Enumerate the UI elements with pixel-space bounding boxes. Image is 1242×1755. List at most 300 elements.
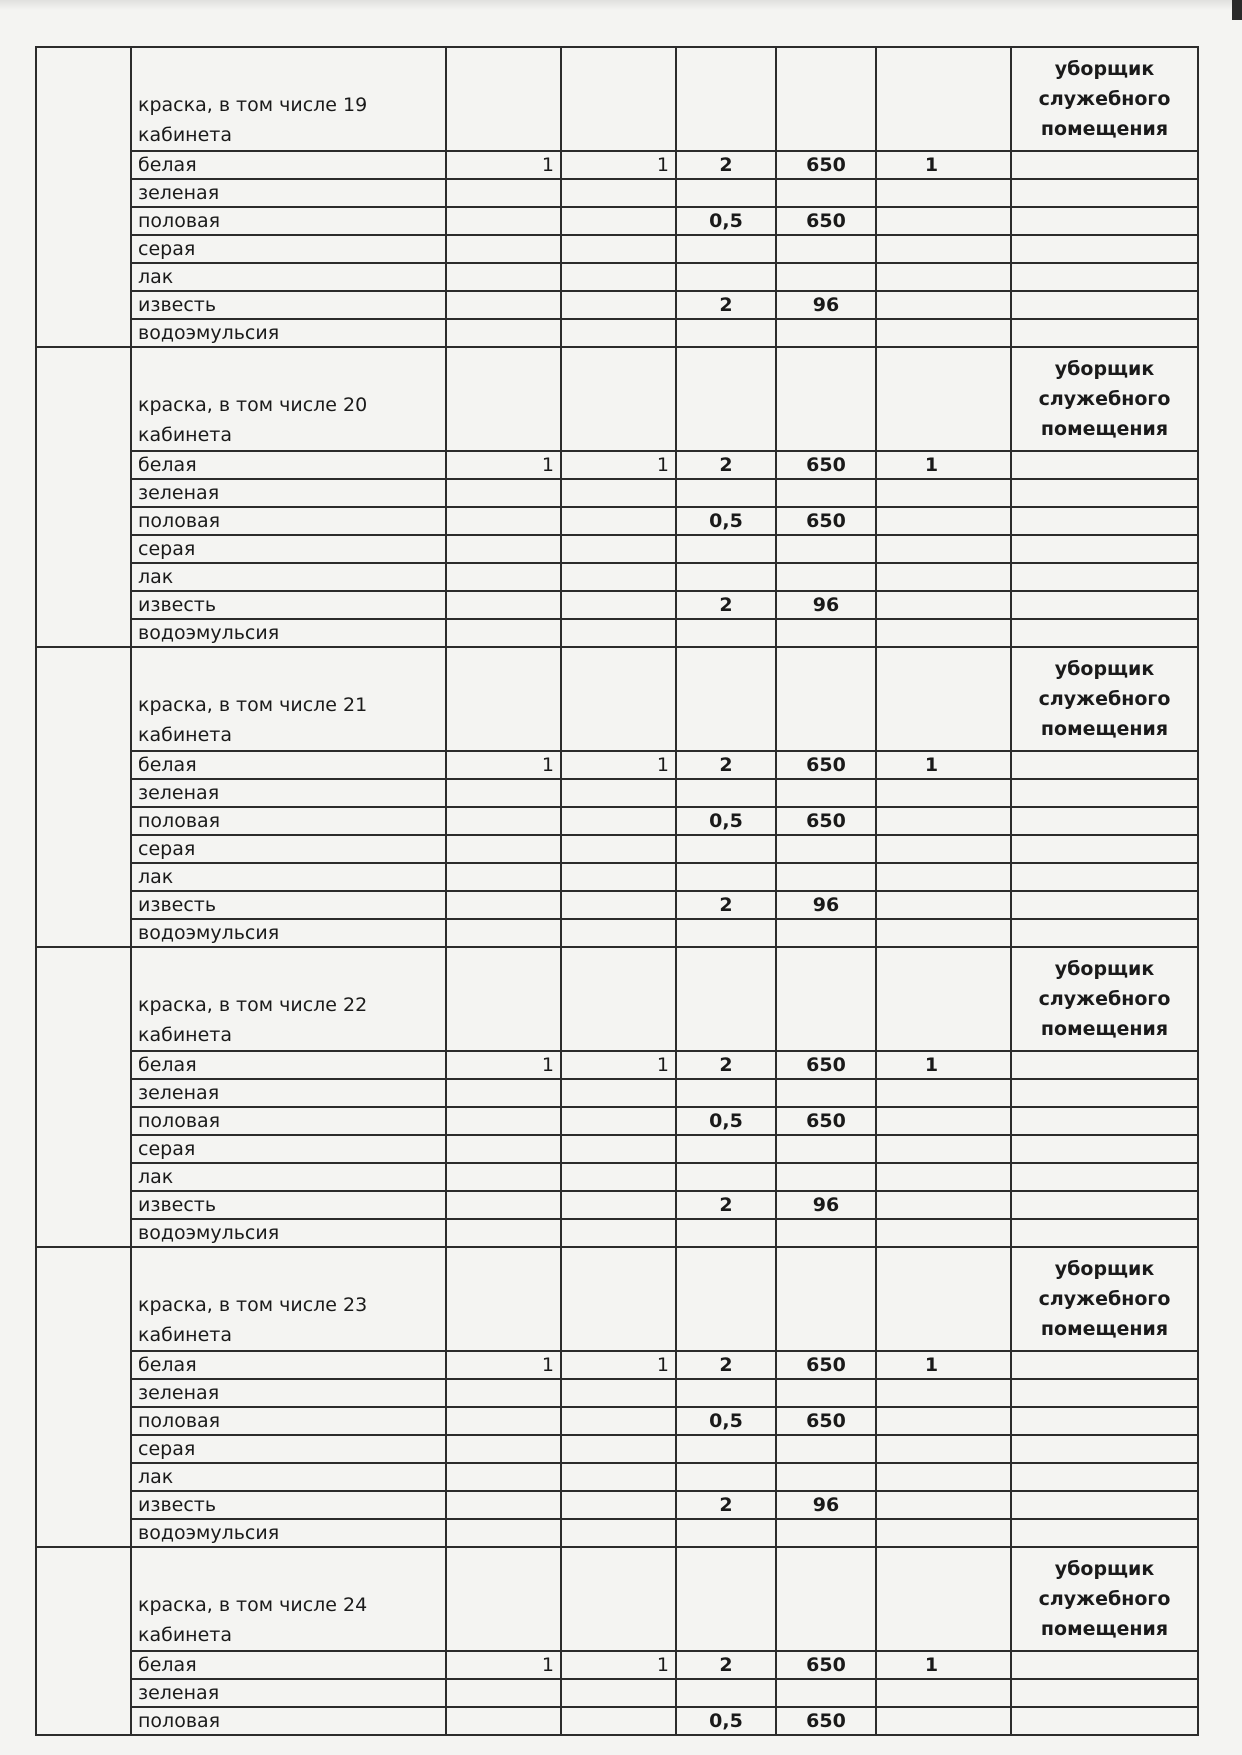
qty-cell-3: 2 (676, 451, 776, 479)
header-empty-cell (776, 1547, 876, 1651)
material-label: лак (131, 563, 446, 591)
header-empty-cell (776, 347, 876, 451)
qty-cell-1 (446, 1135, 561, 1163)
role-empty-cell (1011, 319, 1198, 347)
qty-cell-3: 0,5 (676, 1107, 776, 1135)
material-label: известь (131, 291, 446, 319)
qty-cell-2 (561, 1163, 676, 1191)
header-empty-cell (561, 647, 676, 751)
qty-cell-5 (876, 1219, 1011, 1247)
qty-cell-3: 0,5 (676, 507, 776, 535)
header-empty-cell (676, 47, 776, 151)
qty-cell-5 (876, 319, 1011, 347)
qty-cell-1 (446, 1463, 561, 1491)
price-cell (776, 319, 876, 347)
qty-cell-3: 0,5 (676, 1407, 776, 1435)
section-header-row (36, 47, 1198, 151)
qty-cell-5 (876, 291, 1011, 319)
material-label: водоэмульсия (131, 319, 446, 347)
qty-cell-1 (446, 479, 561, 507)
qty-cell-2 (561, 779, 676, 807)
qty-cell-3 (676, 1679, 776, 1707)
qty-cell-3 (676, 1079, 776, 1107)
qty-cell-5 (876, 235, 1011, 263)
material-label: серая (131, 235, 446, 263)
table-row (36, 291, 1198, 319)
price-cell (776, 779, 876, 807)
qty-cell-2 (561, 235, 676, 263)
qty-cell-1 (446, 779, 561, 807)
qty-cell-2 (561, 863, 676, 891)
section-header-row (36, 647, 1198, 751)
table-row (36, 1163, 1198, 1191)
header-empty-cell (561, 947, 676, 1051)
role-empty-cell (1011, 1519, 1198, 1547)
header-empty-cell (561, 1247, 676, 1351)
material-label: зеленая (131, 1379, 446, 1407)
price-cell: 650 (776, 151, 876, 179)
header-empty-cell (776, 1247, 876, 1351)
section-header-row (36, 947, 1198, 1051)
material-label: серая (131, 1435, 446, 1463)
qty-cell-2: 1 (561, 751, 676, 779)
table-row (36, 1651, 1198, 1679)
table-row (36, 451, 1198, 479)
role-empty-cell (1011, 1135, 1198, 1163)
responsible-role: уборщик служебного помещения (1011, 947, 1198, 1051)
table-row (36, 835, 1198, 863)
role-empty-cell (1011, 1435, 1198, 1463)
qty-cell-5 (876, 1435, 1011, 1463)
price-cell: 650 (776, 1651, 876, 1679)
material-label: белая (131, 1351, 446, 1379)
price-cell: 650 (776, 207, 876, 235)
table-row (36, 1435, 1198, 1463)
material-label: половая (131, 507, 446, 535)
qty-cell-1 (446, 1519, 561, 1547)
header-empty-cell (776, 947, 876, 1051)
role-empty-cell (1011, 1679, 1198, 1707)
qty-cell-3: 2 (676, 891, 776, 919)
material-label: половая (131, 807, 446, 835)
qty-cell-3 (676, 1135, 776, 1163)
role-empty-cell (1011, 1079, 1198, 1107)
table-row (36, 1219, 1198, 1247)
qty-cell-3 (676, 919, 776, 947)
qty-cell-5 (876, 263, 1011, 291)
material-label: водоэмульсия (131, 919, 446, 947)
role-empty-cell (1011, 807, 1198, 835)
qty-cell-5 (876, 1679, 1011, 1707)
qty-cell-2 (561, 891, 676, 919)
material-label: известь (131, 591, 446, 619)
section-header-label: краска, в том числе 19 кабинета (131, 47, 446, 151)
qty-cell-2 (561, 835, 676, 863)
price-cell (776, 1519, 876, 1547)
qty-cell-3 (676, 1379, 776, 1407)
role-empty-cell (1011, 779, 1198, 807)
material-label: водоэмульсия (131, 1519, 446, 1547)
header-empty-cell (876, 947, 1011, 1051)
qty-cell-2 (561, 319, 676, 347)
qty-cell-1 (446, 291, 561, 319)
price-cell (776, 179, 876, 207)
role-empty-cell (1011, 1191, 1198, 1219)
price-cell (776, 919, 876, 947)
header-empty-cell (561, 47, 676, 151)
material-label: зеленая (131, 179, 446, 207)
responsible-role: уборщик служебного помещения (1011, 1547, 1198, 1651)
table-row (36, 751, 1198, 779)
qty-cell-1 (446, 1707, 561, 1735)
qty-cell-2 (561, 507, 676, 535)
material-label: известь (131, 891, 446, 919)
qty-cell-2 (561, 1219, 676, 1247)
header-empty-cell (876, 1547, 1011, 1651)
qty-cell-3 (676, 1435, 776, 1463)
price-cell: 650 (776, 507, 876, 535)
qty-cell-2 (561, 919, 676, 947)
qty-cell-5: 1 (876, 1051, 1011, 1079)
table-row (36, 807, 1198, 835)
qty-cell-1 (446, 207, 561, 235)
index-cell (36, 1547, 131, 1735)
qty-cell-1 (446, 563, 561, 591)
qty-cell-2 (561, 1679, 676, 1707)
qty-cell-1 (446, 1163, 561, 1191)
header-empty-cell (446, 347, 561, 451)
qty-cell-3: 0,5 (676, 807, 776, 835)
role-empty-cell (1011, 1379, 1198, 1407)
table-row (36, 1491, 1198, 1519)
qty-cell-1 (446, 863, 561, 891)
table-row (36, 619, 1198, 647)
index-cell (36, 947, 131, 1247)
index-cell (36, 647, 131, 947)
qty-cell-5 (876, 1079, 1011, 1107)
qty-cell-5 (876, 179, 1011, 207)
price-cell: 650 (776, 1351, 876, 1379)
qty-cell-3 (676, 779, 776, 807)
material-label: водоэмульсия (131, 619, 446, 647)
qty-cell-3 (676, 235, 776, 263)
material-label: известь (131, 1191, 446, 1219)
material-label: зеленая (131, 1079, 446, 1107)
material-label: серая (131, 1135, 446, 1163)
qty-cell-1 (446, 807, 561, 835)
role-empty-cell (1011, 591, 1198, 619)
header-empty-cell (876, 47, 1011, 151)
material-label: лак (131, 1463, 446, 1491)
table-row (36, 479, 1198, 507)
price-cell (776, 1079, 876, 1107)
qty-cell-5 (876, 1163, 1011, 1191)
qty-cell-3 (676, 1163, 776, 1191)
qty-cell-2 (561, 807, 676, 835)
price-cell: 650 (776, 451, 876, 479)
qty-cell-3 (676, 479, 776, 507)
table-row (36, 535, 1198, 563)
header-empty-cell (446, 1247, 561, 1351)
table-row (36, 891, 1198, 919)
role-empty-cell (1011, 1051, 1198, 1079)
qty-cell-3: 2 (676, 1191, 776, 1219)
section-header-label: краска, в том числе 24 кабинета (131, 1547, 446, 1651)
role-empty-cell (1011, 207, 1198, 235)
qty-cell-1 (446, 919, 561, 947)
price-cell (776, 835, 876, 863)
qty-cell-5 (876, 919, 1011, 947)
qty-cell-1 (446, 619, 561, 647)
qty-cell-1 (446, 1491, 561, 1519)
role-empty-cell (1011, 1219, 1198, 1247)
price-cell: 96 (776, 591, 876, 619)
qty-cell-2 (561, 1435, 676, 1463)
qty-cell-2 (561, 263, 676, 291)
index-cell (36, 47, 131, 347)
qty-cell-5: 1 (876, 451, 1011, 479)
qty-cell-3 (676, 1519, 776, 1547)
table-row (36, 207, 1198, 235)
responsible-role: уборщик служебного помещения (1011, 647, 1198, 751)
table-row (36, 179, 1198, 207)
table-row (36, 1707, 1198, 1735)
qty-cell-2 (561, 563, 676, 591)
role-empty-cell (1011, 151, 1198, 179)
qty-cell-1: 1 (446, 151, 561, 179)
qty-cell-3 (676, 319, 776, 347)
price-cell (776, 863, 876, 891)
material-label: половая (131, 207, 446, 235)
qty-cell-1 (446, 1407, 561, 1435)
qty-cell-3 (676, 835, 776, 863)
qty-cell-2: 1 (561, 1351, 676, 1379)
role-empty-cell (1011, 1491, 1198, 1519)
qty-cell-5 (876, 1379, 1011, 1407)
section-header-label: краска, в том числе 21 кабинета (131, 647, 446, 751)
responsible-role: уборщик служебного помещения (1011, 47, 1198, 151)
qty-cell-1: 1 (446, 1351, 561, 1379)
qty-cell-3: 2 (676, 1651, 776, 1679)
qty-cell-5 (876, 779, 1011, 807)
qty-cell-3 (676, 1219, 776, 1247)
qty-cell-5 (876, 563, 1011, 591)
qty-cell-5 (876, 1407, 1011, 1435)
header-empty-cell (676, 647, 776, 751)
material-label: белая (131, 1051, 446, 1079)
materials-table (35, 46, 1199, 1736)
qty-cell-1 (446, 507, 561, 535)
table-row (36, 1079, 1198, 1107)
role-empty-cell (1011, 1707, 1198, 1735)
qty-cell-1 (446, 1219, 561, 1247)
qty-cell-5: 1 (876, 1651, 1011, 1679)
price-cell (776, 1135, 876, 1163)
table-row (36, 1135, 1198, 1163)
material-label: белая (131, 151, 446, 179)
qty-cell-5 (876, 535, 1011, 563)
qty-cell-1 (446, 1107, 561, 1135)
price-cell (776, 1219, 876, 1247)
index-cell (36, 1247, 131, 1547)
role-empty-cell (1011, 891, 1198, 919)
material-label: зеленая (131, 779, 446, 807)
price-cell: 650 (776, 807, 876, 835)
qty-cell-2 (561, 1135, 676, 1163)
price-cell: 650 (776, 1107, 876, 1135)
table-row (36, 319, 1198, 347)
qty-cell-5 (876, 1463, 1011, 1491)
qty-cell-5 (876, 207, 1011, 235)
role-empty-cell (1011, 507, 1198, 535)
qty-cell-2 (561, 1079, 676, 1107)
material-label: лак (131, 1163, 446, 1191)
responsible-role: уборщик служебного помещения (1011, 347, 1198, 451)
section-header-label: краска, в том числе 20 кабинета (131, 347, 446, 451)
qty-cell-1 (446, 1079, 561, 1107)
qty-cell-5 (876, 591, 1011, 619)
material-label: лак (131, 263, 446, 291)
price-cell: 650 (776, 1707, 876, 1735)
qty-cell-1: 1 (446, 1051, 561, 1079)
price-cell: 650 (776, 751, 876, 779)
role-empty-cell (1011, 863, 1198, 891)
header-empty-cell (676, 1547, 776, 1651)
material-label: лак (131, 863, 446, 891)
qty-cell-1 (446, 1191, 561, 1219)
qty-cell-2 (561, 1191, 676, 1219)
qty-cell-5 (876, 1107, 1011, 1135)
qty-cell-2 (561, 207, 676, 235)
qty-cell-2 (561, 1707, 676, 1735)
qty-cell-1 (446, 235, 561, 263)
qty-cell-3: 0,5 (676, 1707, 776, 1735)
qty-cell-2 (561, 1491, 676, 1519)
qty-cell-5 (876, 1491, 1011, 1519)
qty-cell-3: 2 (676, 591, 776, 619)
table-row (36, 1679, 1198, 1707)
material-label: половая (131, 1107, 446, 1135)
material-label: белая (131, 1651, 446, 1679)
table-row (36, 1107, 1198, 1135)
table-row (36, 1051, 1198, 1079)
material-label: белая (131, 451, 446, 479)
qty-cell-3 (676, 179, 776, 207)
qty-cell-2 (561, 479, 676, 507)
qty-cell-1 (446, 1435, 561, 1463)
qty-cell-3 (676, 619, 776, 647)
qty-cell-5 (876, 1135, 1011, 1163)
qty-cell-5 (876, 863, 1011, 891)
material-label: половая (131, 1407, 446, 1435)
qty-cell-3: 2 (676, 751, 776, 779)
table-row (36, 863, 1198, 891)
responsible-role: уборщик служебного помещения (1011, 1247, 1198, 1351)
table-row (36, 1379, 1198, 1407)
qty-cell-3: 2 (676, 1051, 776, 1079)
qty-cell-2: 1 (561, 451, 676, 479)
material-label: серая (131, 835, 446, 863)
qty-cell-2 (561, 1379, 676, 1407)
qty-cell-5 (876, 1519, 1011, 1547)
qty-cell-1: 1 (446, 1651, 561, 1679)
header-empty-cell (561, 1547, 676, 1651)
table-row (36, 563, 1198, 591)
material-label: серая (131, 535, 446, 563)
qty-cell-2 (561, 1407, 676, 1435)
header-empty-cell (776, 647, 876, 751)
role-empty-cell (1011, 1407, 1198, 1435)
qty-cell-2 (561, 1519, 676, 1547)
table-row (36, 1519, 1198, 1547)
price-cell (776, 1463, 876, 1491)
qty-cell-1 (446, 179, 561, 207)
role-empty-cell (1011, 179, 1198, 207)
section-header-row (36, 1247, 1198, 1351)
role-empty-cell (1011, 535, 1198, 563)
header-empty-cell (446, 1547, 561, 1651)
price-cell (776, 1679, 876, 1707)
qty-cell-5: 1 (876, 751, 1011, 779)
qty-cell-2 (561, 591, 676, 619)
price-cell (776, 235, 876, 263)
qty-cell-1 (446, 891, 561, 919)
qty-cell-3: 2 (676, 151, 776, 179)
qty-cell-5 (876, 1707, 1011, 1735)
role-empty-cell (1011, 563, 1198, 591)
price-cell (776, 1435, 876, 1463)
header-empty-cell (676, 1247, 776, 1351)
qty-cell-2: 1 (561, 151, 676, 179)
price-cell (776, 563, 876, 591)
material-label: зеленая (131, 479, 446, 507)
price-cell (776, 619, 876, 647)
qty-cell-2 (561, 1107, 676, 1135)
section-header-label: краска, в том числе 23 кабинета (131, 1247, 446, 1351)
price-cell: 96 (776, 291, 876, 319)
role-empty-cell (1011, 919, 1198, 947)
material-label: половая (131, 1707, 446, 1735)
qty-cell-1 (446, 591, 561, 619)
table-row (36, 151, 1198, 179)
qty-cell-2 (561, 619, 676, 647)
table-row (36, 1407, 1198, 1435)
price-cell (776, 479, 876, 507)
qty-cell-2: 1 (561, 1651, 676, 1679)
scan-top-edge (0, 0, 1242, 10)
qty-cell-5 (876, 1191, 1011, 1219)
role-empty-cell (1011, 451, 1198, 479)
qty-cell-3 (676, 563, 776, 591)
qty-cell-5 (876, 619, 1011, 647)
qty-cell-5 (876, 507, 1011, 535)
header-empty-cell (446, 647, 561, 751)
price-cell (776, 535, 876, 563)
qty-cell-3: 0,5 (676, 207, 776, 235)
material-label: белая (131, 751, 446, 779)
qty-cell-1: 1 (446, 451, 561, 479)
qty-cell-1 (446, 319, 561, 347)
role-empty-cell (1011, 1107, 1198, 1135)
qty-cell-5 (876, 835, 1011, 863)
price-cell (776, 1379, 876, 1407)
header-empty-cell (876, 347, 1011, 451)
role-empty-cell (1011, 751, 1198, 779)
role-empty-cell (1011, 291, 1198, 319)
qty-cell-5 (876, 807, 1011, 835)
table-row (36, 263, 1198, 291)
scan-corner-mark (1232, 0, 1242, 20)
